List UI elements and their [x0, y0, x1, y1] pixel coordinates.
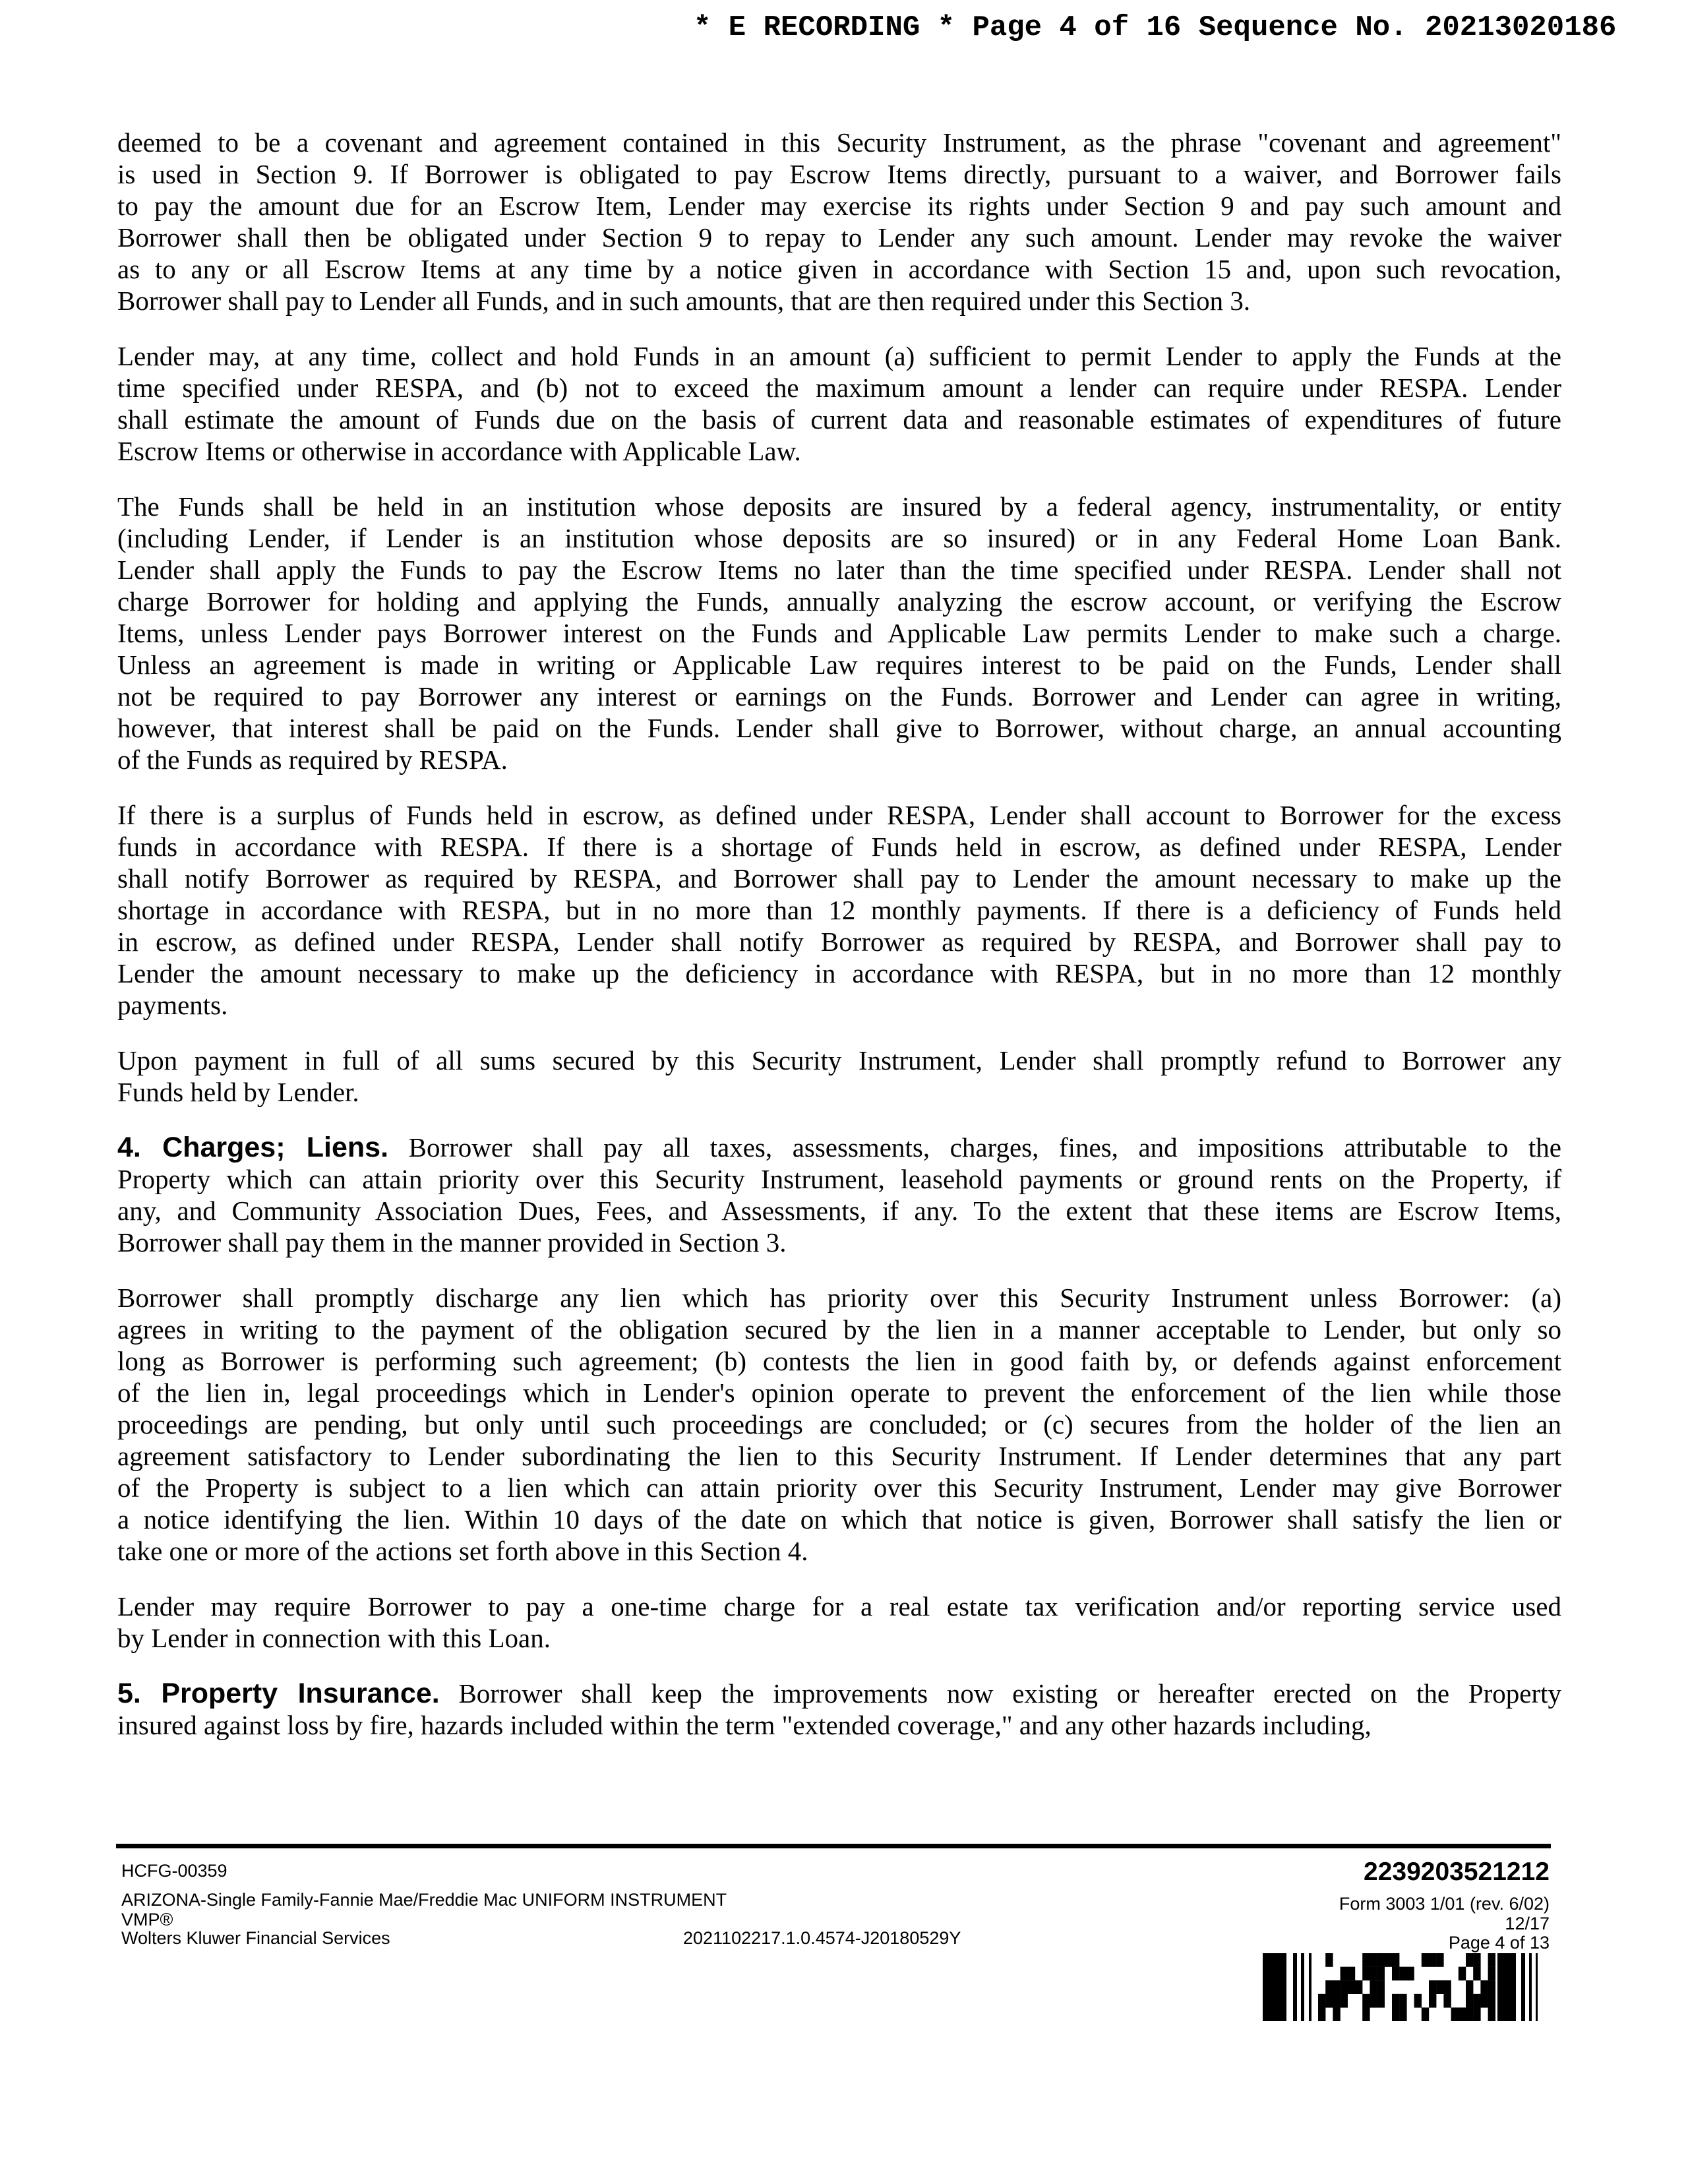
text-line: Borrower shall promptly discharge any lien which has priority over this Security Instrument unless Borrower: (a): [117, 1283, 1561, 1313]
text-line: to pay the amount due for an Escrow Item, Lender may exercise its rights under Section 9 and pay such amount and: [117, 191, 1561, 221]
text-line: take one or more of the actions set forth above in this Section 4.: [117, 1536, 808, 1566]
text-line: Escrow Items or otherwise in accordance with Applicable Law.: [117, 436, 801, 466]
text-line: shall estimate the amount of Funds due on the basis of current data and reasonable estimates of expenditures of future: [117, 404, 1561, 435]
text-line: proceedings are pending, but only until such proceedings are concluded; or (c) secures from the holder of the lien an: [117, 1409, 1561, 1440]
text-line: not be required to pay Borrower any interest or earnings on the Funds. Borrower and Lender can agree in writing,: [117, 681, 1561, 712]
text-line: agrees in writing to the payment of the obligation secured by the lien in a manner acceptable to Lender, but only so: [117, 1314, 1561, 1345]
text-line: Lender shall apply the Funds to pay the Escrow Items no later than the time specified under RESPA. Lender shall not: [117, 555, 1561, 585]
footer-services-label: Wolters Kluwer Financial Services: [121, 1928, 390, 1948]
text-line: Lender the amount necessary to make up the deficiency in accordance with RESPA, but in no more than 12 monthly: [117, 958, 1561, 988]
text-line: Borrower shall then be obligated under Section 9 to repay to Lender any such amount. Lender may revoke the waiver: [117, 222, 1561, 253]
text-line: shall notify Borrower as required by RESPA, and Borrower shall pay to Lender the amount necessary to make up the: [117, 863, 1561, 894]
text-line: is used in Section 9. If Borrower is obligated to pay Escrow Items directly, pursuant to a waiver, and Borrower fails: [117, 159, 1561, 189]
text-line: 4. Charges; Liens. Borrower shall pay all taxes, assessments, charges, fines, and impositions attributable to the: [117, 1132, 1561, 1163]
paragraph: [117, 799, 1561, 1021]
paragraph: [117, 1045, 1561, 1108]
text-line: by Lender in connection with this Loan.: [117, 1623, 551, 1653]
footer-instrument-label: ARIZONA-Single Family-Fannie Mae/Freddie Mac UNIFORM INSTRUMENT: [121, 1890, 727, 1910]
text-line: however, that interest shall be paid on the Funds. Lender shall give to Borrower, without charge, an annual accounting: [117, 713, 1561, 743]
text-line: of the Property is subject to a lien which can attain priority over this Security Instrument, Lender may give Borrower: [117, 1472, 1561, 1503]
numbered-section-paragraph: [117, 1678, 1561, 1741]
text-line: insured against loss by fire, hazards included within the term "extended coverage," and any other hazards including,: [117, 1710, 1372, 1740]
text-line: (including Lender, if Lender is an institution whose deposits are so insured) or in any Federal Home Loan Bank.: [117, 523, 1561, 553]
text-line: Funds held by Lender.: [117, 1077, 359, 1107]
text-line: a notice identifying the lien. Within 10 days of the date on which that notice is given, Borrower shall satisfy the lien or: [117, 1504, 1561, 1534]
text-line: Upon payment in full of all sums secured by this Security Instrument, Lender shall promptly refund to Borrower any: [117, 1045, 1561, 1076]
document-body: [117, 127, 1561, 1741]
paragraph: [117, 127, 1561, 317]
text-line: in escrow, as defined under RESPA, Lender shall notify Borrower as required by RESPA, and Borrower shall pay to: [117, 926, 1561, 957]
text-line: Lender may require Borrower to pay a one-time charge for a real estate tax verification and/or reporting service used: [117, 1591, 1561, 1622]
text-line: funds in accordance with RESPA. If there is a shortage of Funds held in escrow, as defined under RESPA, Lender: [117, 832, 1561, 862]
footer-form-number: Form 3003 1/01 (rev. 6/02): [1339, 1894, 1550, 1914]
text-line: of the Funds as required by RESPA.: [117, 744, 508, 775]
footer-page-number: Page 4 of 13: [1448, 1933, 1550, 1953]
barcode-2d: [1263, 1953, 1548, 2021]
section-heading: 4. Charges; Liens.: [117, 1132, 389, 1163]
text-line: If there is a surplus of Funds held in escrow, as defined under RESPA, Lender shall account to Borrower for the excess: [117, 800, 1561, 830]
text-line: Unless an agreement is made in writing or Applicable Law requires interest to be paid on the Funds, Lender shall: [117, 650, 1561, 680]
text-line: shortage in accordance with RESPA, but in no more than 12 monthly payments. If there is a deficiency of Funds held: [117, 895, 1561, 925]
paragraph: [117, 491, 1561, 775]
paragraph: [117, 1282, 1561, 1567]
text-line: as to any or all Escrow Items at any time by a notice given in accordance with Section 15 and, upon such revocation,: [117, 254, 1561, 284]
paragraph: [117, 1591, 1561, 1654]
text-line: agreement satisfactory to Lender subordinating the lien to this Security Instrument. If Lender determines that any part: [117, 1441, 1561, 1471]
footer-divider-line: [116, 1844, 1551, 1848]
text-line: any, and Community Association Dues, Fees, and Assessments, if any. To the extent that these items are Escrow Items,: [117, 1196, 1561, 1226]
paragraph: [117, 340, 1561, 467]
footer-vmp-label: VMP®: [121, 1910, 173, 1929]
text-line: of the lien in, legal proceedings which in Lender's opinion operate to prevent the enforcement of the lien while those: [117, 1378, 1561, 1408]
text-line: Items, unless Lender pays Borrower interest on the Funds and Applicable Law permits Lender to make such a charge.: [117, 618, 1561, 648]
footer-form-code: HCFG-00359: [121, 1861, 227, 1881]
text-line: payments.: [117, 990, 228, 1020]
footer-version-number: 2021102217.1.0.4574-J20180529Y: [683, 1928, 961, 1948]
text-line: Borrower shall pay them in the manner provided in Section 3.: [117, 1227, 787, 1258]
footer-revision-date: 12/17: [1505, 1914, 1550, 1933]
footer-document-number: 2239203521212: [1364, 1858, 1550, 1886]
text-line: Borrower shall pay to Lender all Funds, and in such amounts, that are then required under this Section 3.: [117, 286, 1251, 316]
text-line: deemed to be a covenant and agreement contained in this Security Instrument, as the phrase "covenant and agreement": [117, 127, 1561, 158]
section-heading: 5. Property Insurance.: [117, 1678, 440, 1709]
text-line: Lender may, at any time, collect and hold Funds in an amount (a) sufficient to permit Lender to apply the Funds at the: [117, 341, 1561, 371]
text-line: 5. Property Insurance. Borrower shall keep the improvements now existing or hereafter erected on the Property: [117, 1678, 1561, 1709]
text-line: Property which can attain priority over this Security Instrument, leasehold payments or ground rents on the Property, if: [117, 1164, 1561, 1194]
text-line: time specified under RESPA, and (b) not to exceed the maximum amount a lender can require under RESPA. Lender: [117, 373, 1561, 403]
text-line: charge Borrower for holding and applying the Funds, annually analyzing the escrow account, or verifying the Escrow: [117, 586, 1561, 617]
e-recording-header: * E RECORDING * Page 4 of 16 Sequence No. 20213020186: [694, 11, 1617, 44]
numbered-section-paragraph: [117, 1132, 1561, 1258]
text-line: The Funds shall be held in an institution whose deposits are insured by a federal agency, instrumentality, or entity: [117, 491, 1561, 522]
text-line: long as Borrower is performing such agreement; (b) contests the lien in good faith by, or defends against enforcement: [117, 1346, 1561, 1376]
